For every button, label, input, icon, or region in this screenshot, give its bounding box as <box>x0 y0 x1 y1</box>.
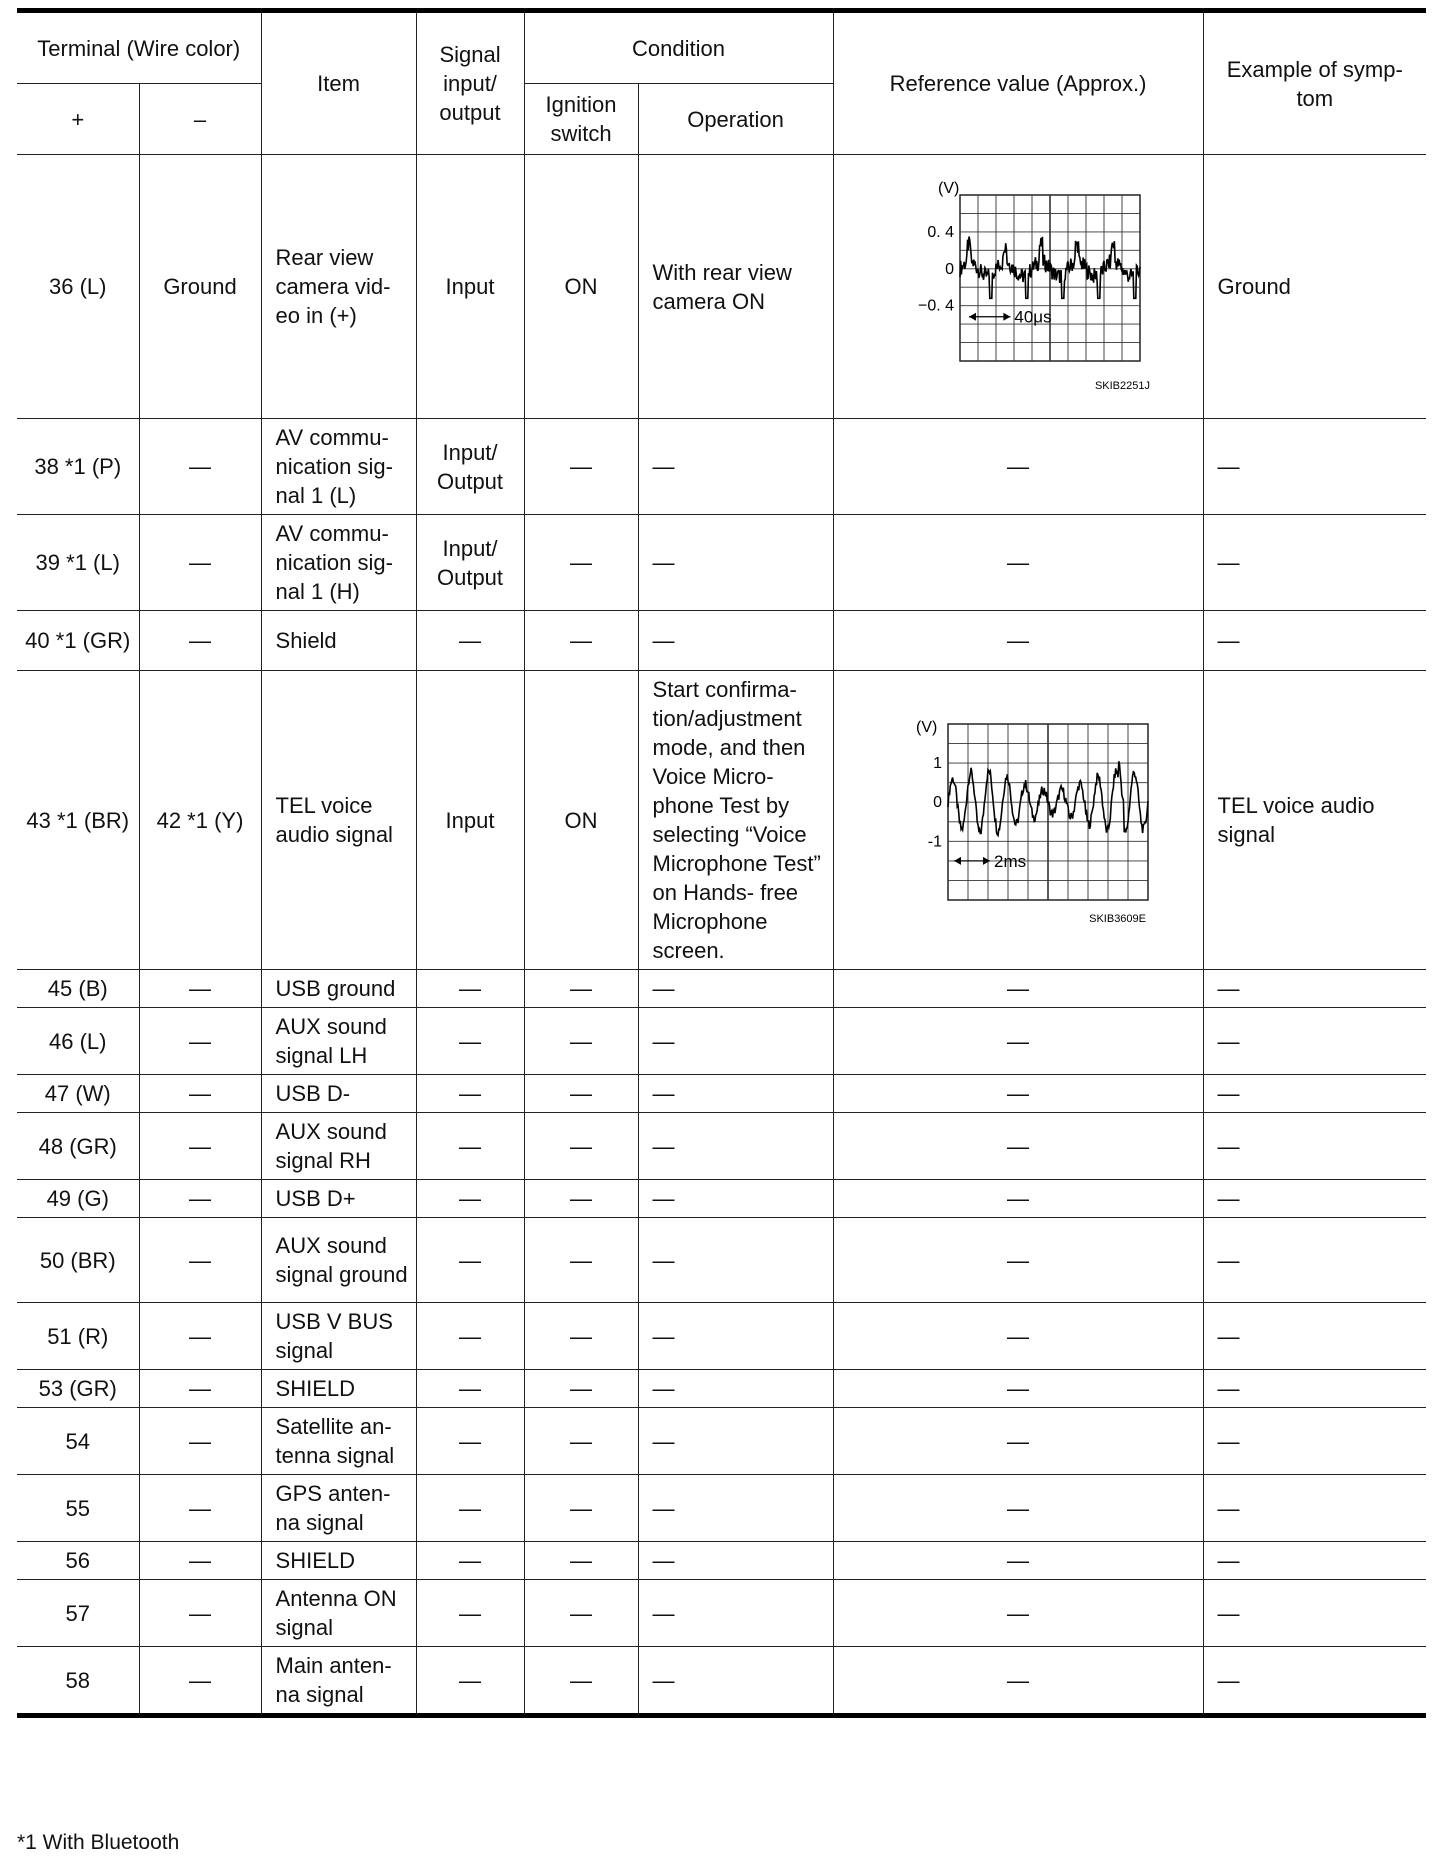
tick-label: 0 <box>945 260 955 278</box>
cell-signal: — <box>416 1370 524 1408</box>
cell-ignition: — <box>524 419 638 515</box>
cell-symptom: — <box>1203 515 1426 611</box>
table-row <box>17 1475 1426 1542</box>
table-row <box>17 1370 1426 1408</box>
cell-symptom: TEL voice audio signal <box>1203 671 1426 970</box>
cell-item: AV commu- nication sig- nal 1 (H) <box>261 515 416 611</box>
cell-symptom: — <box>1203 419 1426 515</box>
cell-reference: — <box>833 1075 1203 1113</box>
cell-symptom: Ground <box>1203 155 1426 419</box>
cell-ignition: — <box>524 1580 638 1647</box>
period-label: 2ms <box>994 851 1027 871</box>
cell-operation: With rear view camera ON <box>638 155 833 419</box>
cell-symptom: — <box>1203 1475 1426 1542</box>
cell-reference <box>833 671 1203 970</box>
cell-operation: — <box>638 970 833 1008</box>
cell-reference: — <box>833 1218 1203 1303</box>
cell-signal: — <box>416 1542 524 1580</box>
cell-signal: — <box>416 1075 524 1113</box>
cell-minus: Ground <box>139 155 261 419</box>
unit-label: (V) <box>938 179 960 197</box>
cell-operation: — <box>638 1475 833 1542</box>
cell-operation: — <box>638 1075 833 1113</box>
cell-item: Main anten- na signal <box>261 1647 416 1716</box>
cell-plus: 56 <box>17 1542 139 1580</box>
header-reference: Reference value (Approx.) <box>833 11 1203 155</box>
table-row <box>17 1180 1426 1218</box>
cell-minus: — <box>139 1303 261 1370</box>
cell-ignition: — <box>524 515 638 611</box>
header-terminal: Terminal (Wire color) <box>17 11 261 84</box>
cell-plus: 53 (GR) <box>17 1370 139 1408</box>
cell-operation: — <box>638 1647 833 1716</box>
cell-item: Shield <box>261 611 416 671</box>
tick-label: −0. 4 <box>918 297 955 315</box>
cell-operation: — <box>638 1180 833 1218</box>
tick-label: -1 <box>927 833 943 851</box>
cell-item: AUX sound signal RH <box>261 1113 416 1180</box>
cell-symptom: — <box>1203 1542 1426 1580</box>
cell-ignition: — <box>524 611 638 671</box>
table-row <box>17 1113 1426 1180</box>
table-row <box>17 1075 1426 1113</box>
cell-signal: — <box>416 1647 524 1716</box>
header-plus: + <box>17 84 139 155</box>
table-row <box>17 515 1426 611</box>
table-row <box>17 1218 1426 1303</box>
table-row <box>17 1647 1426 1716</box>
unit-label: (V) <box>916 719 938 736</box>
figure-code: SKIB3609E <box>1089 913 1147 925</box>
tel-waveform-plot <box>868 710 1168 930</box>
header-symptom: Example of symp- tom <box>1203 11 1426 155</box>
cell-symptom: — <box>1203 1370 1426 1408</box>
cell-symptom: — <box>1203 1008 1426 1075</box>
cell-operation: Start confirma- tion/adjustment mode, and then Voice Micro- phone Test by selecting “Voice Microphone Test” on Hands- free Microphone screen. <box>638 671 833 970</box>
cell-ignition: — <box>524 1303 638 1370</box>
cell-operation: — <box>638 1580 833 1647</box>
cell-plus: 39 *1 (L) <box>17 515 139 611</box>
figure-code: SKIB2251J <box>1094 379 1151 392</box>
cell-minus: — <box>139 515 261 611</box>
table-row <box>17 1580 1426 1647</box>
table-row <box>17 1408 1426 1475</box>
cell-minus: — <box>139 1408 261 1475</box>
cell-operation: — <box>638 1113 833 1180</box>
cell-signal: — <box>416 611 524 671</box>
tick-label: 0 <box>933 794 943 812</box>
cell-signal: — <box>416 1180 524 1218</box>
cell-minus: — <box>139 1218 261 1303</box>
cell-ignition: — <box>524 1113 638 1180</box>
cell-minus: — <box>139 1370 261 1408</box>
cell-reference: — <box>833 1542 1203 1580</box>
cell-reference: — <box>833 1647 1203 1716</box>
table-row <box>17 155 1426 419</box>
table-row <box>17 1303 1426 1370</box>
header-signal: Signal input/ output <box>416 11 524 155</box>
cell-minus: 42 *1 (Y) <box>139 671 261 970</box>
cell-reference: — <box>833 1370 1203 1408</box>
cell-operation: — <box>638 1008 833 1075</box>
cell-reference: — <box>833 1180 1203 1218</box>
cell-ignition: — <box>524 1408 638 1475</box>
cell-ignition: — <box>524 1475 638 1542</box>
cell-signal: — <box>416 1008 524 1075</box>
cell-minus: — <box>139 1647 261 1716</box>
cell-minus: — <box>139 419 261 515</box>
cell-reference: — <box>833 515 1203 611</box>
cell-operation: — <box>638 515 833 611</box>
cell-reference: — <box>833 1580 1203 1647</box>
cell-reference: — <box>833 1408 1203 1475</box>
cell-reference: — <box>833 419 1203 515</box>
cell-operation: — <box>638 1408 833 1475</box>
footnote: *1 With Bluetooth <box>17 1831 180 1854</box>
cell-symptom: — <box>1203 1218 1426 1303</box>
cell-plus: 54 <box>17 1408 139 1475</box>
cell-plus: 50 (BR) <box>17 1218 139 1303</box>
cell-item: SHIELD <box>261 1370 416 1408</box>
cell-item: AUX sound signal ground <box>261 1218 416 1303</box>
cell-symptom: — <box>1203 1180 1426 1218</box>
table-row <box>17 1542 1426 1580</box>
table-row <box>17 671 1426 970</box>
cell-ignition: — <box>524 1180 638 1218</box>
cell-operation: — <box>638 1370 833 1408</box>
camera-waveform-plot <box>868 177 1168 397</box>
cell-minus: — <box>139 1180 261 1218</box>
cell-ignition: — <box>524 1075 638 1113</box>
cell-plus: 57 <box>17 1580 139 1647</box>
cell-reference: — <box>833 1113 1203 1180</box>
cell-signal: Input/ Output <box>416 419 524 515</box>
cell-signal: — <box>416 1475 524 1542</box>
header-ignition: Ignition switch <box>524 84 638 155</box>
table-row <box>17 1008 1426 1075</box>
cell-ignition: — <box>524 1370 638 1408</box>
cell-ignition: — <box>524 1542 638 1580</box>
cell-plus: 46 (L) <box>17 1008 139 1075</box>
cell-plus: 49 (G) <box>17 1180 139 1218</box>
cell-minus: — <box>139 1475 261 1542</box>
cell-reference: — <box>833 1303 1203 1370</box>
cell-symptom: — <box>1203 970 1426 1008</box>
cell-plus: 40 *1 (GR) <box>17 611 139 671</box>
cell-signal: — <box>416 1303 524 1370</box>
cell-item: Satellite an- tenna signal <box>261 1408 416 1475</box>
cell-plus: 45 (B) <box>17 970 139 1008</box>
cell-operation: — <box>638 611 833 671</box>
cell-signal: — <box>416 1113 524 1180</box>
period-label: 40μs <box>1014 307 1052 327</box>
cell-signal: Input/ Output <box>416 515 524 611</box>
cell-item: USB V BUS signal <box>261 1303 416 1370</box>
cell-minus: — <box>139 970 261 1008</box>
cell-reference: — <box>833 1475 1203 1542</box>
cell-signal: Input <box>416 155 524 419</box>
cell-minus: — <box>139 1542 261 1580</box>
cell-ignition: — <box>524 1218 638 1303</box>
table-row <box>17 611 1426 671</box>
cell-item: AV commu- nication sig- nal 1 (L) <box>261 419 416 515</box>
cell-plus: 47 (W) <box>17 1075 139 1113</box>
cell-symptom: — <box>1203 1113 1426 1180</box>
cell-symptom: — <box>1203 1647 1426 1716</box>
tick-label: 0. 4 <box>927 223 955 241</box>
cell-plus: 51 (R) <box>17 1303 139 1370</box>
table-row <box>17 970 1426 1008</box>
cell-symptom: — <box>1203 1303 1426 1370</box>
cell-item: USB D+ <box>261 1180 416 1218</box>
cell-minus: — <box>139 611 261 671</box>
table-row <box>17 419 1426 515</box>
cell-plus: 38 *1 (P) <box>17 419 139 515</box>
cell-symptom: — <box>1203 1075 1426 1113</box>
cell-plus: 48 (GR) <box>17 1113 139 1180</box>
cell-symptom: — <box>1203 611 1426 671</box>
cell-symptom: — <box>1203 1580 1426 1647</box>
cell-operation: — <box>638 1303 833 1370</box>
cell-item: USB D- <box>261 1075 416 1113</box>
cell-item: AUX sound signal LH <box>261 1008 416 1075</box>
header-operation: Operation <box>638 84 833 155</box>
cell-item: GPS anten- na signal <box>261 1475 416 1542</box>
cell-item: USB ground <box>261 970 416 1008</box>
cell-reference: — <box>833 611 1203 671</box>
cell-signal: — <box>416 970 524 1008</box>
cell-item: TEL voice audio signal <box>261 671 416 970</box>
terminal-spec-table <box>17 8 1426 1718</box>
cell-ignition: ON <box>524 155 638 419</box>
cell-signal: — <box>416 1218 524 1303</box>
cell-plus: 43 *1 (BR) <box>17 671 139 970</box>
cell-signal: — <box>416 1580 524 1647</box>
cell-ignition: — <box>524 970 638 1008</box>
cell-signal: — <box>416 1408 524 1475</box>
header-item: Item <box>261 11 416 155</box>
cell-reference: — <box>833 970 1203 1008</box>
cell-operation: — <box>638 1542 833 1580</box>
cell-item: Rear view camera vid- eo in (+) <box>261 155 416 419</box>
cell-ignition: ON <box>524 671 638 970</box>
cell-operation: — <box>638 419 833 515</box>
cell-plus: 36 (L) <box>17 155 139 419</box>
cell-item: SHIELD <box>261 1542 416 1580</box>
cell-plus: 58 <box>17 1647 139 1716</box>
cell-symptom: — <box>1203 1408 1426 1475</box>
cell-ignition: — <box>524 1008 638 1075</box>
cell-item: Antenna ON signal <box>261 1580 416 1647</box>
cell-operation: — <box>638 1218 833 1303</box>
cell-reference: — <box>833 1008 1203 1075</box>
cell-signal: Input <box>416 671 524 970</box>
cell-minus: — <box>139 1113 261 1180</box>
cell-plus: 55 <box>17 1475 139 1542</box>
cell-reference <box>833 155 1203 419</box>
tick-label: 1 <box>933 755 943 773</box>
cell-minus: — <box>139 1075 261 1113</box>
cell-minus: — <box>139 1008 261 1075</box>
header-minus: – <box>139 84 261 155</box>
header-condition: Condition <box>524 11 833 84</box>
cell-minus: — <box>139 1580 261 1647</box>
cell-ignition: — <box>524 1647 638 1716</box>
